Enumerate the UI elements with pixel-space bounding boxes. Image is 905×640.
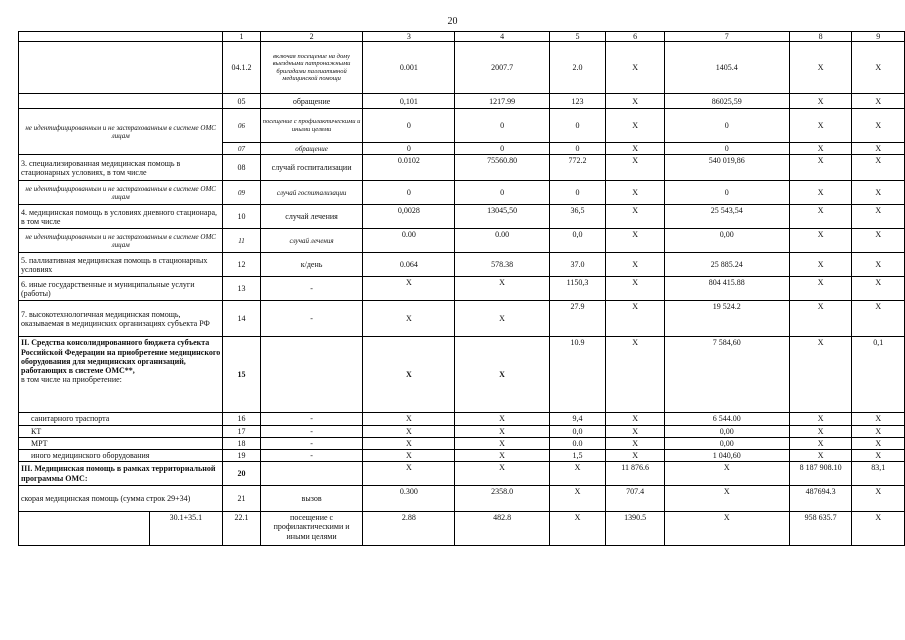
value-cell: X xyxy=(549,486,606,512)
value-cell: 1217.99 xyxy=(455,94,549,109)
value-cell: X xyxy=(852,155,905,181)
value-cell: 0,00 xyxy=(664,437,789,449)
table-row xyxy=(19,229,905,253)
value-cell: X xyxy=(789,301,852,337)
value-cell: 0 xyxy=(363,109,455,143)
value-cell: 75560.80 xyxy=(455,155,549,181)
value-cell: X xyxy=(789,437,852,449)
value-cell: 36,5 xyxy=(549,205,606,229)
unit-cell: случай госпитализации xyxy=(260,181,363,205)
header-cell: 2 xyxy=(260,32,363,42)
value-cell: X xyxy=(789,181,852,205)
value-cell: 0 xyxy=(455,109,549,143)
label-cell xyxy=(19,512,150,546)
label-cell: III. Медицинская помощь в рамках территориальной программы ОМС: xyxy=(19,462,223,486)
table-row xyxy=(19,109,905,143)
value-cell: 0 xyxy=(664,181,789,205)
value-cell: X xyxy=(664,486,789,512)
table-row xyxy=(19,449,905,461)
value-cell: X xyxy=(549,512,606,546)
value-cell: X xyxy=(606,143,665,155)
unit-cell: случай госпитализации xyxy=(260,155,363,181)
value-cell: X xyxy=(789,155,852,181)
header-cell: 5 xyxy=(549,32,606,42)
value-cell: X xyxy=(852,413,905,425)
value-cell: X xyxy=(606,181,665,205)
label-cell: 6. иные государственные и муниципальные услуги (работы) xyxy=(19,277,223,301)
row-number: 06 xyxy=(223,109,260,143)
value-cell: X xyxy=(363,413,455,425)
value-cell: 0.00 xyxy=(363,229,455,253)
label-cell: скорая медицинская помощь (сумма строк 29+34) xyxy=(19,486,223,512)
value-cell: X xyxy=(789,229,852,253)
value-cell: 0 xyxy=(363,143,455,155)
value-cell: X xyxy=(789,94,852,109)
value-cell: 9,4 xyxy=(549,413,606,425)
value-cell: 1150,3 xyxy=(549,277,606,301)
row-number: 18 xyxy=(223,437,260,449)
label-cell: 3. специализированная медицинская помощь в стационарных условиях, в том числе xyxy=(19,155,223,181)
table-row xyxy=(19,486,905,512)
label-cell: МРТ xyxy=(19,437,223,449)
header-cell: 6 xyxy=(606,32,665,42)
label-cell: 5. паллиативная медицинская помощь в стационарных условиях xyxy=(19,253,223,277)
header-cell: 4 xyxy=(455,32,549,42)
row-number: 10 xyxy=(223,205,260,229)
unit-cell: - xyxy=(260,301,363,337)
unit-cell: - xyxy=(260,449,363,461)
value-cell: X xyxy=(363,301,455,337)
value-cell: 0 xyxy=(549,181,606,205)
row-number: 05 xyxy=(223,94,260,109)
table-row xyxy=(19,413,905,425)
row-number: 07 xyxy=(223,143,260,155)
unit-cell: обращение xyxy=(260,143,363,155)
value-cell: X xyxy=(606,205,665,229)
value-cell: 772.2 xyxy=(549,155,606,181)
value-cell: 1405.4 xyxy=(664,42,789,94)
value-cell: X xyxy=(606,155,665,181)
value-cell: 804 415.88 xyxy=(664,277,789,301)
value-cell: 8 187 908.10 xyxy=(789,462,852,486)
label-cell: не идентифицированным и не застрахованным в системе ОМС лицам xyxy=(19,229,223,253)
unit-cell: вызов xyxy=(260,486,363,512)
value-cell: 11 876.6 xyxy=(606,462,665,486)
value-cell: X xyxy=(455,337,549,413)
row-number: 13 xyxy=(223,277,260,301)
value-cell: 0.0 xyxy=(549,437,606,449)
row-number: 15 xyxy=(223,337,260,413)
value-cell: 958 635.7 xyxy=(789,512,852,546)
value-cell: X xyxy=(455,425,549,437)
row-number: 09 xyxy=(223,181,260,205)
value-cell: X xyxy=(789,413,852,425)
value-cell: X xyxy=(789,425,852,437)
value-cell: X xyxy=(852,42,905,94)
value-cell: X xyxy=(852,229,905,253)
value-cell: X xyxy=(363,449,455,461)
header-cell: 1 xyxy=(223,32,260,42)
row-number: 12 xyxy=(223,253,260,277)
value-cell: X xyxy=(852,301,905,337)
unit-cell: посещение с профилактическими и иными целями xyxy=(260,512,363,546)
row-number: 04.1.2 xyxy=(223,42,260,94)
unit-cell: - xyxy=(260,425,363,437)
value-cell: X xyxy=(606,425,665,437)
value-cell: X xyxy=(852,425,905,437)
value-cell: X xyxy=(789,109,852,143)
unit-cell: - xyxy=(260,413,363,425)
header-cell: 7 xyxy=(664,32,789,42)
label-cell: иного медицинского оборудования xyxy=(19,449,223,461)
value-cell: 0.300 xyxy=(363,486,455,512)
unit-cell: случай лечения xyxy=(260,229,363,253)
value-cell: 6 544.00 xyxy=(664,413,789,425)
value-cell: X xyxy=(363,277,455,301)
value-cell: 487694.3 xyxy=(789,486,852,512)
label-cell xyxy=(19,94,223,109)
value-cell: X xyxy=(606,449,665,461)
value-cell: 0 xyxy=(664,143,789,155)
value-cell: 1,5 xyxy=(549,449,606,461)
value-cell: X xyxy=(363,437,455,449)
value-cell: 0,0028 xyxy=(363,205,455,229)
row-number: 19 xyxy=(223,449,260,461)
value-cell: 1 040,60 xyxy=(664,449,789,461)
value-cell: 0 xyxy=(549,143,606,155)
value-cell: 25 543,54 xyxy=(664,205,789,229)
value-cell: X xyxy=(789,205,852,229)
value-cell: X xyxy=(852,277,905,301)
table-row xyxy=(19,437,905,449)
value-cell: 540 019,86 xyxy=(664,155,789,181)
row-number: 21 xyxy=(223,486,260,512)
table-row xyxy=(19,253,905,277)
value-cell: X xyxy=(789,253,852,277)
value-cell: X xyxy=(852,109,905,143)
row-number: 22.1 xyxy=(223,512,260,546)
value-cell: X xyxy=(606,94,665,109)
section-subtitle: в том числе на приобретение: xyxy=(21,375,122,385)
value-cell: 0,1 xyxy=(852,337,905,413)
value-cell: 0,0 xyxy=(549,425,606,437)
value-cell: 0,00 xyxy=(664,425,789,437)
value-cell: 578.38 xyxy=(455,253,549,277)
table-row xyxy=(19,155,905,181)
value-cell: X xyxy=(363,425,455,437)
header-cell: 3 xyxy=(363,32,455,42)
value-cell: X xyxy=(606,437,665,449)
value-cell: X xyxy=(852,205,905,229)
value-cell: 0,101 xyxy=(363,94,455,109)
value-cell: X xyxy=(852,181,905,205)
row-number: 16 xyxy=(223,413,260,425)
label-cell: не идентифицированным и не застрахованным в системе ОМС лицам xyxy=(19,109,223,155)
value-cell: 37.0 xyxy=(549,253,606,277)
section-title: II. Средства консолидированного бюджета субъекта Российской Федерации на приобретение медицинского оборудования для медицинских организаций, работающих в системе ОМС**, xyxy=(21,338,221,375)
value-cell: X xyxy=(606,277,665,301)
value-cell: 19 524.2 xyxy=(664,301,789,337)
unit-cell: случай лечения xyxy=(260,205,363,229)
value-cell: X xyxy=(852,94,905,109)
value-cell: X xyxy=(606,229,665,253)
row-number: 14 xyxy=(223,301,260,337)
unit-cell: обращение xyxy=(260,94,363,109)
row-number: 08 xyxy=(223,155,260,181)
value-cell: 86025,59 xyxy=(664,94,789,109)
value-cell: X xyxy=(789,277,852,301)
value-cell: 27.9 xyxy=(549,301,606,337)
unit-cell: включая посещение на дому выездными патронажными бригадами паллиативной медицинской помощи xyxy=(260,42,363,94)
value-cell: X xyxy=(789,42,852,94)
value-cell: X xyxy=(852,449,905,461)
value-cell: 0 xyxy=(455,181,549,205)
header-cell: 8 xyxy=(789,32,852,42)
value-cell: X xyxy=(606,337,665,413)
value-cell: X xyxy=(363,462,455,486)
value-cell: 25 885.24 xyxy=(664,253,789,277)
value-cell: X xyxy=(455,449,549,461)
value-cell: X xyxy=(852,143,905,155)
value-cell: X xyxy=(455,301,549,337)
value-cell: 2.88 xyxy=(363,512,455,546)
label-cell: не идентифицированным и не застрахованным в системе ОМС лицам xyxy=(19,181,223,205)
value-cell: X xyxy=(606,42,665,94)
value-cell: X xyxy=(455,277,549,301)
header-cell: 9 xyxy=(852,32,905,42)
table-row xyxy=(19,205,905,229)
page-number: 20 xyxy=(447,16,458,27)
table-row xyxy=(19,181,905,205)
header-cell xyxy=(19,32,223,42)
unit-cell xyxy=(260,337,363,413)
table-row xyxy=(19,42,905,94)
value-cell: 2007.7 xyxy=(455,42,549,94)
header-row xyxy=(19,32,905,42)
value-cell: X xyxy=(664,462,789,486)
value-cell: X xyxy=(455,462,549,486)
value-cell: 83,1 xyxy=(852,462,905,486)
unit-cell: - xyxy=(260,437,363,449)
value-cell: 0,00 xyxy=(664,229,789,253)
row-number: 20 xyxy=(223,462,260,486)
table-row xyxy=(19,94,905,109)
unit-cell: посещение с профилактическими и иными целями xyxy=(260,109,363,143)
value-cell: X xyxy=(606,109,665,143)
value-cell: 2358.0 xyxy=(455,486,549,512)
value-cell: 0 xyxy=(549,109,606,143)
unit-cell: - xyxy=(260,277,363,301)
table-row xyxy=(19,462,905,486)
value-cell: 0,0 xyxy=(549,229,606,253)
unit-cell xyxy=(260,462,363,486)
value-cell: 0 xyxy=(455,143,549,155)
value-cell: X xyxy=(606,253,665,277)
value-cell: 0.064 xyxy=(363,253,455,277)
value-cell: X xyxy=(852,486,905,512)
value-cell: X xyxy=(789,337,852,413)
label-cell: 4. медицинская помощь в условиях дневного стационара, в том числе xyxy=(19,205,223,229)
label-cell xyxy=(19,42,223,94)
value-cell: X xyxy=(455,413,549,425)
label-cell: санитарного траспорта xyxy=(19,413,223,425)
value-cell: X xyxy=(606,413,665,425)
value-cell: X xyxy=(789,143,852,155)
value-cell: X xyxy=(852,437,905,449)
value-cell: 0 xyxy=(664,109,789,143)
value-cell: 0.0102 xyxy=(363,155,455,181)
value-cell: X xyxy=(852,512,905,546)
sub-code-cell: 30.1+35.1 xyxy=(149,512,223,546)
budget-table xyxy=(18,31,905,546)
value-cell: X xyxy=(664,512,789,546)
value-cell: X xyxy=(363,337,455,413)
value-cell: 7 584,60 xyxy=(664,337,789,413)
table-row xyxy=(19,301,905,337)
value-cell: 707.4 xyxy=(606,486,665,512)
value-cell: X xyxy=(606,301,665,337)
label-cell xyxy=(19,337,223,413)
row-number: 17 xyxy=(223,425,260,437)
value-cell: 123 xyxy=(549,94,606,109)
value-cell: 482.8 xyxy=(455,512,549,546)
table-row xyxy=(19,277,905,301)
value-cell: 13045,50 xyxy=(455,205,549,229)
value-cell: 1390.5 xyxy=(606,512,665,546)
value-cell: 0 xyxy=(363,181,455,205)
row-number: 11 xyxy=(223,229,260,253)
table-row xyxy=(19,512,905,546)
value-cell: X xyxy=(455,437,549,449)
unit-cell: к/день xyxy=(260,253,363,277)
value-cell: 10.9 xyxy=(549,337,606,413)
label-cell: КТ xyxy=(19,425,223,437)
value-cell: X xyxy=(852,253,905,277)
value-cell: X xyxy=(549,462,606,486)
table-row xyxy=(19,337,905,413)
label-cell: 7. высокотехнологичная медицинская помощь, оказываемая в медицинских организациях субъекта РФ xyxy=(19,301,223,337)
value-cell: 0.00 xyxy=(455,229,549,253)
value-cell: 2.0 xyxy=(549,42,606,94)
value-cell: X xyxy=(789,449,852,461)
table-row xyxy=(19,425,905,437)
value-cell: 0.001 xyxy=(363,42,455,94)
